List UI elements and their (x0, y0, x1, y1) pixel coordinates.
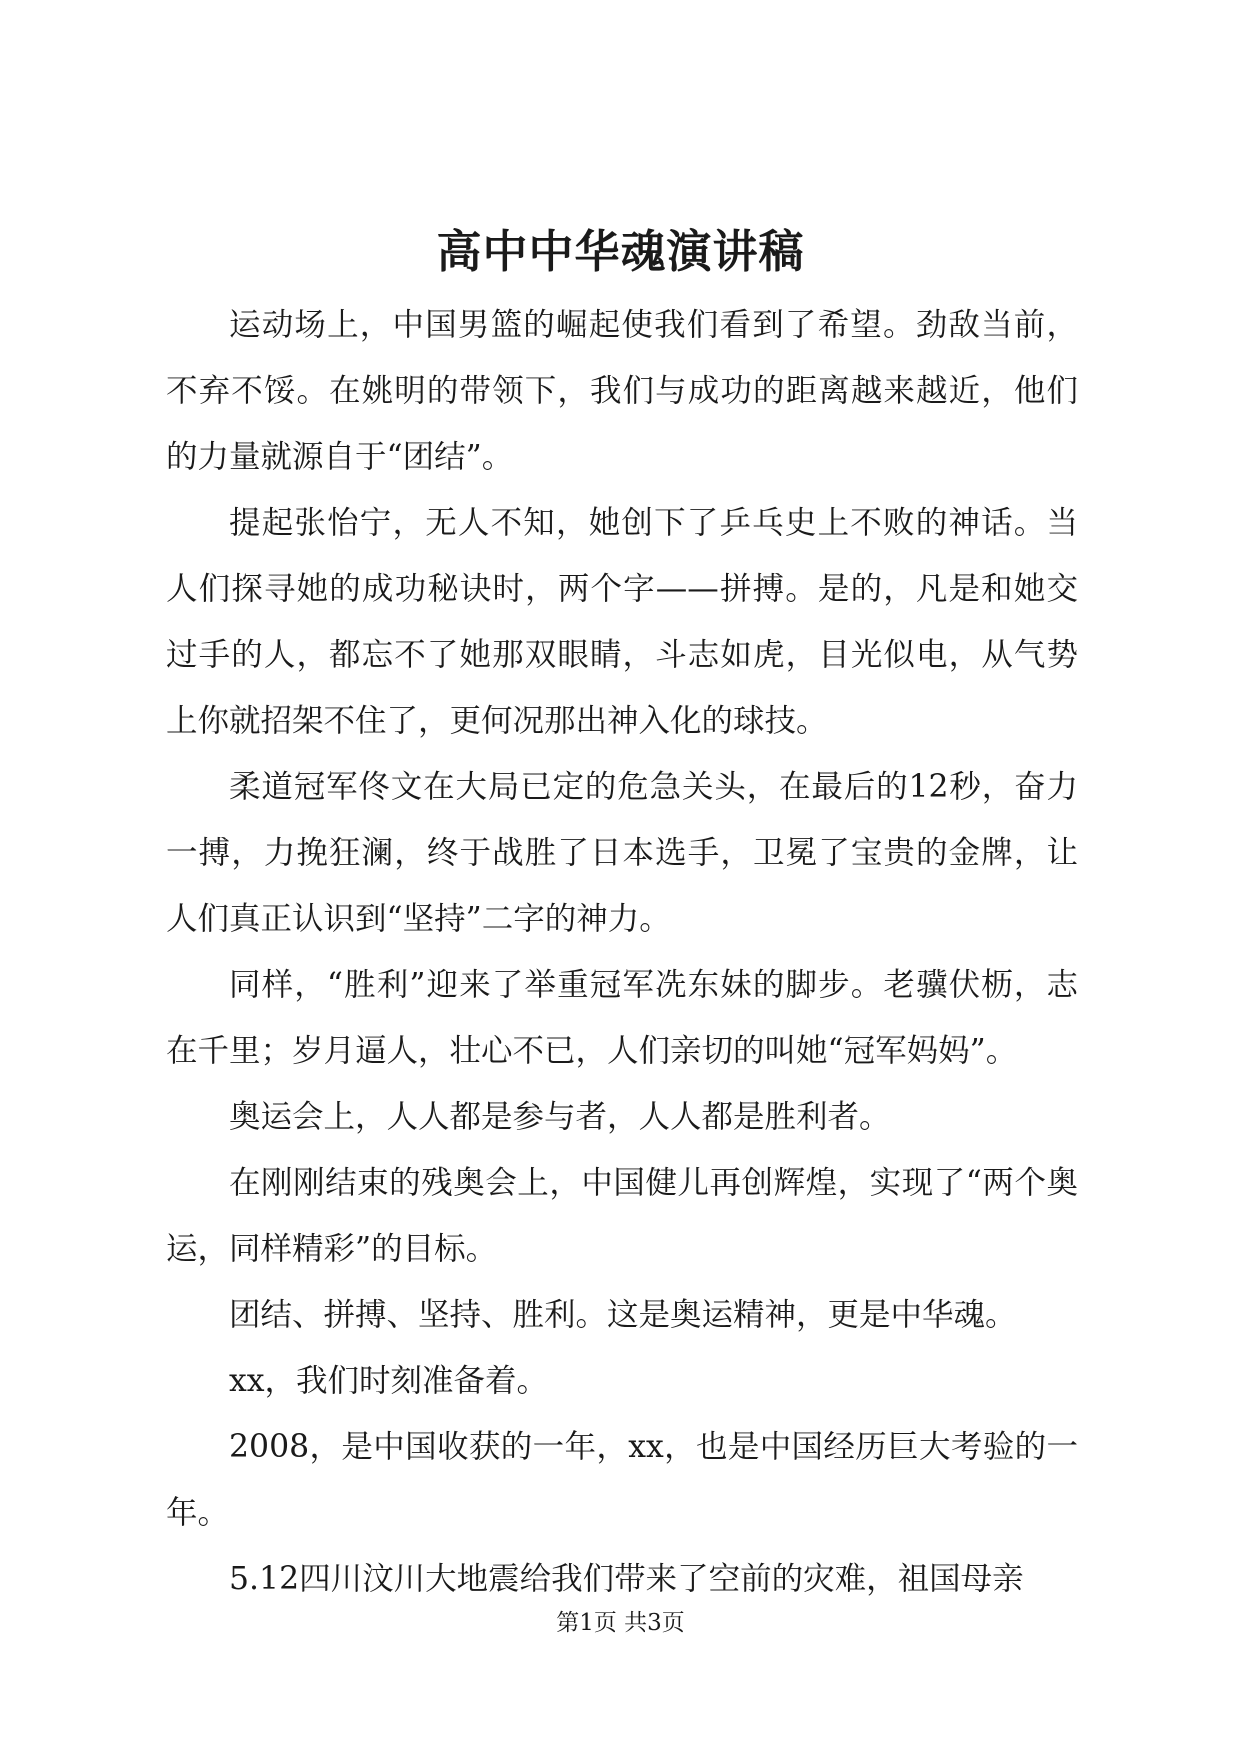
paragraph: 5.12四川汶川大地震给我们带来了空前的灾难，祖国母亲 (229, 1561, 1024, 1597)
paragraph: 提起张怡宁，无人不知，她创下了乒乓史上不败的神话。当人们探寻她的成功秘诀时，两个字——拼搏。是的，凡是和她交过手的人，都忘不了她那双眼睛，斗志如虎，目光似电，从气势上你就招架不住了，更何况那出神入化的球技。 (166, 505, 1078, 739)
paragraph: 在刚刚结束的残奥会上，中国健儿再创辉煌，实现了“两个奥运，同样精彩”的目标。 (166, 1165, 1078, 1267)
paragraph: 团结、拼搏、坚持、胜利。这是奥运精神，更是中华魂。 (229, 1297, 1017, 1333)
document-body (166, 292, 1078, 1612)
paragraph: 运动场上，中国男篮的崛起使我们看到了希望。劲敌当前，不弃不馁。在姚明的带领下，我们与成功的距离越来越近，他们的力量就源自于“团结”。 (166, 307, 1078, 475)
document-title: 高中中华魂演讲稿 (436, 225, 805, 278)
paragraph: xx，我们时刻准备着。 (229, 1363, 549, 1399)
paragraph: 2008，是中国收获的一年，xx，也是中国经历巨大考验的一年。 (166, 1429, 1078, 1531)
paragraph: 奥运会上，人人都是参与者，人人都是胜利者。 (229, 1099, 891, 1135)
page-footer: 第1页 共3页 (556, 1610, 685, 1636)
paragraph: 同样，“胜利”迎来了举重冠军冼东妹的脚步。老骥伏枥，志在千里；岁月逼人，壮心不已，人们亲切的叫她“冠军妈妈”。 (166, 967, 1078, 1069)
paragraph: 柔道冠军佟文在大局已定的危急关头，在最后的12秒，奋力一搏，力挽狂澜，终于战胜了日本选手，卫冕了宝贵的金牌，让人们真正认识到“坚持”二字的神力。 (166, 769, 1078, 937)
